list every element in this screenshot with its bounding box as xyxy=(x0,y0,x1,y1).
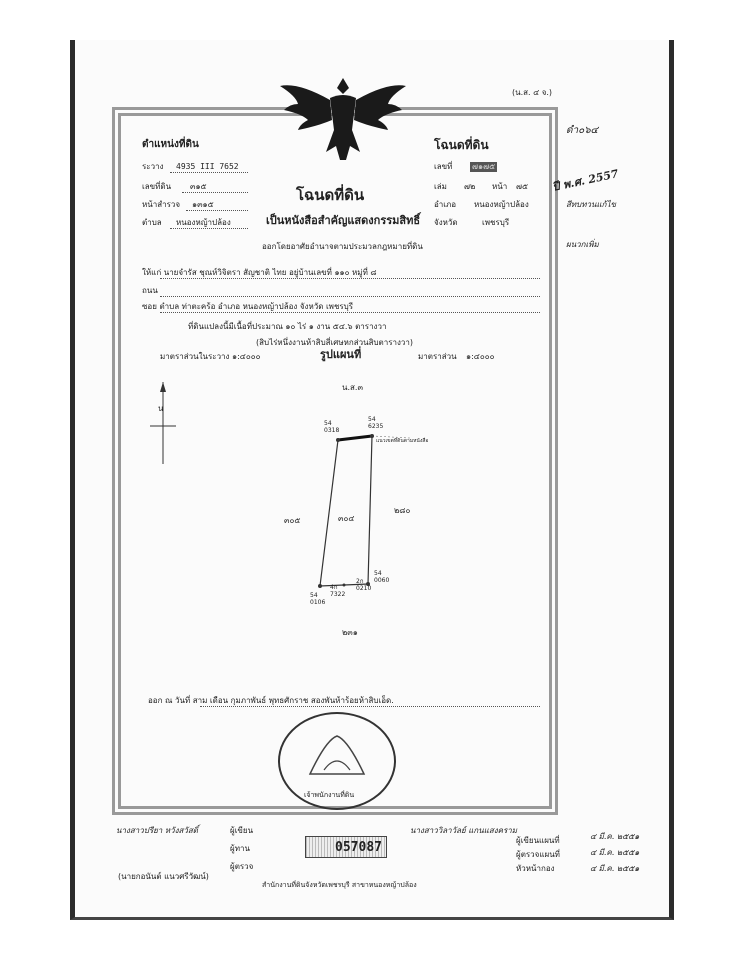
book-value: ๗๒ xyxy=(464,182,476,191)
map-bottom-label: ๒๓๑ xyxy=(342,628,358,637)
map-right-label: ๒๘๐ xyxy=(394,506,411,515)
left-role-reviewer: ผู้ทาน xyxy=(230,844,250,853)
page-label: หน้า xyxy=(492,182,508,191)
corner-tr: 54 6235 xyxy=(368,416,384,430)
survey-label: หน้าสำรวจ xyxy=(142,200,181,209)
north-arrow-icon xyxy=(148,378,178,468)
serial-number-box xyxy=(305,836,387,858)
map-title: รูปแผนที่ xyxy=(320,348,362,361)
right-role-map-checker: ผู้ตรวจแผนที่ xyxy=(516,850,560,859)
owner-line-1: ให้แก่ นายจำรัส ชุณห์วิจิตรา สัญชาติ ไทย อยู่บ้านเลขที่ ๑๑๐ หมู่ที่ ๘ xyxy=(142,268,377,277)
rawang-label: ระวาง xyxy=(142,162,164,171)
corner-tl: 54 0318 xyxy=(324,420,340,434)
handwritten-note1: สีทบทวนแก้ไข xyxy=(566,200,616,209)
plot-value: ๓๑๕ xyxy=(190,182,207,191)
left-role-writer: ผู้เขียน xyxy=(230,826,254,835)
parcel-map xyxy=(300,380,420,600)
scale-map-label: มาตราส่วน xyxy=(418,352,457,361)
owner-line-3: ซอย ตำบล ท่าตะคร้อ อำเภอ หนองหญ้าปล้อง จังหวัด เพชรบุรี xyxy=(142,302,354,311)
map-left-label: ๓๐๕ xyxy=(284,516,301,525)
handwritten-note2: ผนวกเพิ่ม xyxy=(566,240,599,249)
authority-line: ออกโดยอาศัยอำนาจตามประมวลกฎหมายที่ดิน xyxy=(262,242,423,251)
deed-title-right: โฉนดที่ดิน xyxy=(434,138,489,152)
right-signer-name: นางสาววิลาวัลย์ แกนแสงคราม xyxy=(410,826,518,835)
deed-number-value: ๗๑๗๕ xyxy=(472,162,496,171)
left-signer-name: นางสาวปรียา หวังสวัสดิ์ xyxy=(116,826,198,835)
amphoe-value: หนองหญ้าปล้อง xyxy=(474,200,529,209)
serial-number: 057087 xyxy=(335,840,382,855)
corner-bm1: 4ก 7322 xyxy=(330,584,346,598)
plot-label: เลขที่ดิน xyxy=(142,182,172,191)
rawang-value: 4935 III 7652 xyxy=(176,162,239,171)
scale-rawang-value: ๑:๔๐๐๐ xyxy=(232,352,261,361)
province-value: เพชรบุรี xyxy=(482,218,510,227)
location-title: ตำแหน่งที่ดิน xyxy=(142,139,199,150)
left-role-checker: ผู้ตรวจ xyxy=(230,862,254,871)
main-title: โฉนดที่ดิน xyxy=(296,186,365,204)
right-role-map-writer: ผู้เขียนแผนที่ xyxy=(516,836,560,845)
tambon-value: หนองหญ้าปล้อง xyxy=(176,218,231,227)
left-signer-sub: (นายกอนันต์ แนวศรีวัฒน์) xyxy=(118,872,209,881)
province-label: จังหวัด xyxy=(434,218,458,227)
area-text: ที่ดินแปลงนี้มีเนื้อที่ประมาณ ๑๐ ไร่ ๑ งาน ๕๔.๖ ตารางวา xyxy=(188,322,387,331)
amphoe-label: อำเภอ xyxy=(434,200,457,209)
scale-map-value: ๑:๔๐๐๐ xyxy=(466,352,495,361)
page-value: ๗๕ xyxy=(516,182,529,191)
issue-date: ออก ณ วันที่ สาม เดือน กุมภาพันธ์ พุทธศักราช สองพันห้าร้อยห้าสิบเอ็ด. xyxy=(148,696,394,705)
right-date-3: ๔ มี.ค. ๒๕๕๑ xyxy=(590,864,640,873)
official-seal: เจ้าพนักงานที่ดิน xyxy=(278,712,396,810)
deed-number-label: เลขที่ xyxy=(434,162,453,171)
corner-br: 54 0060 xyxy=(374,570,390,584)
handwritten-year: ปี พ.ศ. 2557 xyxy=(551,167,620,194)
subtitle: เป็นหนังสือสำคัญแสดงกรรมสิทธิ์ xyxy=(266,214,421,227)
map-top-label: น.ส.๓ xyxy=(342,383,363,392)
right-role-head: หัวหน้ากอง xyxy=(516,864,555,873)
footer-office: สำนักงานที่ดินจังหวัดเพชรบุรี สาขาหนองหญ้าปล้อง xyxy=(262,881,417,889)
scale-rawang-label: มาตราส่วนในระวาง xyxy=(160,352,230,361)
garuda-emblem-icon xyxy=(278,70,408,170)
north-label: น xyxy=(158,404,164,413)
right-date-1: ๔ มี.ค. ๒๕๕๑ xyxy=(590,832,640,841)
corner-bm2: 2ก 0210 xyxy=(356,578,372,592)
survey-value: ๑๓๑๕ xyxy=(192,200,214,209)
handwritten-top-right: ดำ๐๖๔ xyxy=(566,125,599,136)
map-center-label: ๓๐๔ xyxy=(338,514,355,523)
corner-bl: 54 0106 xyxy=(310,592,326,606)
area-note: (สิบไร่หนึ่งงานห้าสิบสี่เศษหกส่วนสิบตารางวา) xyxy=(256,338,414,347)
tambon-label: ตำบล xyxy=(142,218,162,227)
map-side-note: แนวเขตที่ดินตามหนังสือ xyxy=(376,438,429,444)
owner-line-2: ถนน xyxy=(142,286,158,295)
form-code: (น.ส. ๔ จ.) xyxy=(512,88,553,97)
right-date-2: ๔ มี.ค. ๒๕๕๑ xyxy=(590,848,640,857)
book-label: เล่ม xyxy=(434,182,447,191)
